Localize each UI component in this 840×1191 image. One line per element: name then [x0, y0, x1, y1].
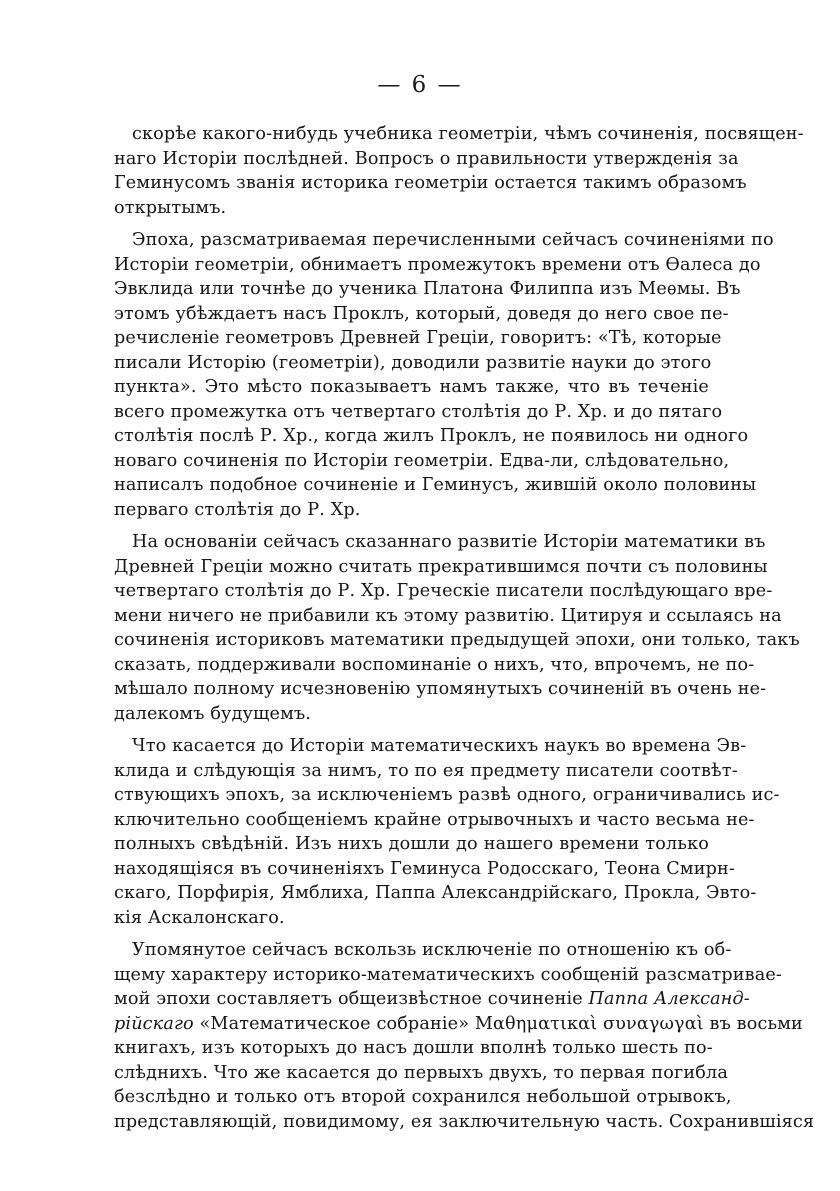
text-line: писали Исторію (геометріи), доводили развитіе науки до этого — [114, 352, 712, 373]
text-line: находящіяся въ сочиненіяхъ Геминуса Родосскаго, Теона Смирн- — [114, 858, 735, 879]
text-line: пункта». Это мѣсто показываетъ намъ также, что въ теченіе — [114, 377, 709, 397]
text-line: ключительно сообщеніемъ крайне отрывочныхъ и часто весьма не- — [114, 809, 755, 830]
text-line: Исторіи геометріи, обнимаетъ промежутокъ времени отъ Ѳалеса до — [114, 254, 761, 275]
text-line: Древней Греціи можно считать прекратившимся почти съ половины — [114, 556, 768, 577]
italic-author-name: Паппа Александ- — [588, 989, 750, 1009]
text-line: мѣшало полному исчезновенію упомянутыхъ сочиненій въ очень не- — [114, 679, 767, 699]
text-line: столѣтія послѣ Р. Хр., когда жилъ Проклъ, не появилось ни одного — [114, 426, 749, 446]
text-line: мой эпохи составляетъ общеизвѣстное сочиненіе Паппа Александ- — [114, 989, 750, 1009]
page-number: — 6 — — [377, 72, 463, 98]
text-line: наго Исторіи послѣдней. Вопросъ о правильности утвержденія за — [114, 148, 739, 169]
text-line: Эвклида или точнѣе до ученика Платона Филиппа изъ Меѳмы. Въ — [114, 279, 741, 299]
text-line: Упомянутое сейчасъ вскользь исключеніе по отношенію къ об- — [132, 940, 732, 960]
text-line: рійскаго «Математическое собраніе» Μαθηματικαὶ συναγωγαὶ въ восьми — [114, 1013, 803, 1034]
text-line: этомъ убѣждаетъ насъ Проклъ, который, доведя до него свое пе- — [114, 303, 729, 324]
text-line: четвертаго столѣтія до Р. Хр. Греческіе писатели послѣдующаго вре- — [114, 581, 773, 601]
text-line: Эпоха, разсматриваемая перечисленными сейчасъ сочиненіями по — [132, 230, 774, 250]
text-line: всего промежутка отъ четвертаго столѣтія до Р. Хр. и до пятаго — [114, 401, 723, 422]
text-line: книгахъ, изъ которыхъ до насъ дошли вполнѣ только шесть по- — [114, 1038, 713, 1058]
text-line: кія Аскалонскаго. — [114, 907, 285, 928]
text-line: далекомъ будущемъ. — [114, 703, 312, 724]
italic-author-name: рійскаго — [114, 1013, 194, 1034]
text-line: представляющій, повидимому, ея заключительную часть. Сохранившіяся — [114, 1111, 815, 1132]
paragraph — [114, 228, 774, 522]
text-line: новаго сочиненія по Исторіи геометріи. Едва-ли, слѣдовательно, — [114, 450, 730, 471]
text-line: перваго столѣтія до Р. Хр. — [114, 499, 361, 520]
text-line: безслѣдно и только отъ второй сохранился небольшой отрывокъ, — [114, 1087, 732, 1107]
paragraph — [114, 734, 780, 930]
text-line: речисленіе геометровъ Древней Греціи, говоритъ: «Тѣ, которые — [114, 328, 722, 348]
text-line: открытымъ. — [114, 197, 227, 218]
text-line: клида и слѣдующія за нимъ, то по ея предмету писатели соотвѣт- — [114, 760, 738, 781]
text-line: написалъ подобное сочиненіе и Геминусъ, жившій около половины — [114, 475, 757, 495]
text-line: На основаніи сейчасъ сказаннаго развитіе Исторіи математики въ — [132, 532, 766, 552]
paragraph — [114, 938, 815, 1134]
text-line: сказать, поддерживали воспоминаніе о нихъ, что, впрочемъ, не по- — [114, 654, 755, 675]
text-line: щему характеру историко-математическихъ сообщеній разсматривае- — [114, 964, 782, 985]
text-line: слѣднихъ. Что же касается до первыхъ двухъ, то первая погибла — [114, 1062, 728, 1083]
text-line: Что касается до Исторіи математическихъ наукъ во времена Эв- — [132, 736, 747, 756]
paragraph — [114, 122, 804, 220]
text-line: мени ничего не прибавили къ этому развитію. Цитируя и ссылаясь на — [114, 605, 782, 626]
text-line: ствующихъ эпохъ, за исключеніемъ развѣ одного, ограничивались ис- — [114, 785, 780, 805]
text-line: Геминусомъ званія историка геометріи остается такимъ образомъ — [114, 173, 747, 193]
paragraph — [114, 530, 800, 726]
text-line: полныхъ свѣдѣній. Изъ нихъ дошли до нашего времени только — [114, 834, 709, 854]
body-text — [114, 122, 815, 1142]
text-line: сочиненія историковъ математики предыдущей эпохи, они только, такъ — [114, 630, 800, 650]
text-line: скорѣе какого-нибудь учебника геометріи, чѣмъ сочиненія, посвящен- — [132, 124, 804, 144]
text-line: скаго, Порфирія, Ямблиха, Паппа Александрійскаго, Прокла, Эвто- — [114, 883, 757, 903]
